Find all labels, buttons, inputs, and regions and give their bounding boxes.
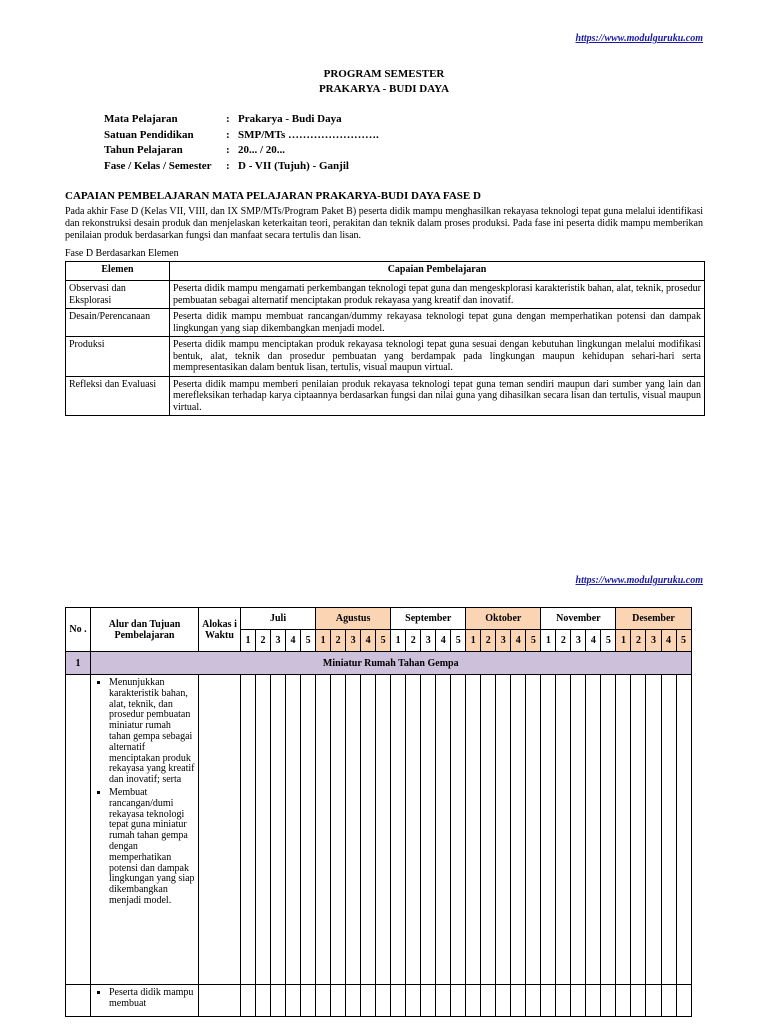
- col-alokasi: Alokas i Waktu: [199, 608, 241, 652]
- meta-value: 20... / 20...: [238, 144, 286, 156]
- week-header: 5: [301, 630, 316, 652]
- doc-subtitle: PRAKARYA - BUDI DAYA: [318, 83, 450, 95]
- week-header: 1: [466, 630, 481, 652]
- schedule-cell[interactable]: [556, 985, 571, 1017]
- schedule-cell[interactable]: [301, 675, 316, 985]
- schedule-cell[interactable]: [421, 675, 436, 985]
- objective-item: ▪ Peserta didik mampu membuat: [109, 988, 195, 1010]
- schedule-cell[interactable]: [199, 675, 241, 985]
- schedule-cell[interactable]: [361, 675, 376, 985]
- meta-value: SMP/MTs …………………….: [238, 128, 379, 141]
- meta-key: Satuan Pendidikan: [104, 128, 194, 141]
- week-header: 2: [481, 630, 496, 652]
- intro-paragraph: Pada akhir Fase D (Kelas VII, VIII, dan IX SMP/MTs/Program Paket B) peserta didik mampu menghasilkan rekayasa teknologi tepat guna melalui identifikasi dan rekonstruksi desain produk dan menjelaskan keterkaitan teori, perakitan dan teknik dalam proses produksi. Pada fase ini peserta didik mampu memberikan penilaian produk berdasarkan fungsi dan manfaat secara tertulis dan lisan.: [65, 206, 703, 241]
- section-heading: CAPAIAN PEMBELAJARAN MATA PELAJARAN PRAKARYA-BUDI DAYA FASE D: [65, 190, 481, 202]
- col-alur: Alur dan Tujuan Pembelajaran: [91, 608, 199, 652]
- schedule-cell[interactable]: [571, 675, 586, 985]
- row-no-cell: [66, 985, 91, 1017]
- month-header: Agustus: [316, 608, 391, 630]
- schedule-cell[interactable]: [406, 985, 421, 1017]
- schedule-cell[interactable]: [391, 675, 406, 985]
- schedule-cell[interactable]: [271, 985, 286, 1017]
- week-header: 5: [376, 630, 391, 652]
- schedule-cell[interactable]: [451, 985, 466, 1017]
- schedule-cell[interactable]: [526, 985, 541, 1017]
- objective-list-1: [91, 675, 199, 985]
- schedule-cell[interactable]: [676, 675, 691, 985]
- meta-key: Mata Pelajaran: [104, 113, 178, 125]
- schedule-cell[interactable]: [346, 985, 361, 1017]
- week-header: 2: [331, 630, 346, 652]
- schedule-cell[interactable]: [556, 675, 571, 985]
- schedule-cell[interactable]: [526, 675, 541, 985]
- meta-colon: :: [226, 113, 230, 125]
- schedule-cell[interactable]: [541, 985, 556, 1017]
- cp-header-capaian: Capaian Pembelajaran: [170, 262, 705, 281]
- meta-key: Tahun Pelajaran: [104, 144, 183, 156]
- cp-table: [65, 261, 705, 416]
- schedule-cell[interactable]: [616, 675, 631, 985]
- week-header: 4: [436, 630, 451, 652]
- week-header: 1: [541, 630, 556, 652]
- week-header: 5: [676, 630, 691, 652]
- week-header: 4: [511, 630, 526, 652]
- cp-row: [66, 281, 705, 309]
- cp-capaian: Peserta didik mampu mengamati perkembangan teknologi tepat guna dan mengeskplorasi karakteristik bahan, alat, teknik, prosedur pembuatan sebagai alternatif menciptakan produk rekayasa yang kreatif dan inovatif.: [170, 281, 705, 309]
- week-header: 4: [661, 630, 676, 652]
- schedule-cell[interactable]: [541, 675, 556, 985]
- week-header: 2: [631, 630, 646, 652]
- schedule-cell[interactable]: [481, 675, 496, 985]
- schedule-cell[interactable]: [601, 985, 616, 1017]
- schedule-cell[interactable]: [361, 985, 376, 1017]
- week-header: 4: [286, 630, 301, 652]
- schedule-cell[interactable]: [466, 985, 481, 1017]
- schedule-cell[interactable]: [661, 675, 676, 985]
- schedule-cell[interactable]: [436, 985, 451, 1017]
- schedule-cell[interactable]: [286, 675, 301, 985]
- schedule-cell[interactable]: [646, 985, 661, 1017]
- schedule-cell[interactable]: [286, 985, 301, 1017]
- month-header: Desember: [616, 608, 691, 630]
- row-no-cell: [66, 675, 91, 985]
- meta-colon: :: [226, 128, 230, 141]
- week-header: 3: [646, 630, 661, 652]
- week-header: 5: [601, 630, 616, 652]
- meta-row: [104, 159, 379, 175]
- schedule-cell[interactable]: [646, 675, 661, 985]
- meta-colon: :: [226, 144, 230, 156]
- schedule-cell[interactable]: [466, 675, 481, 985]
- schedule-cell[interactable]: [601, 675, 616, 985]
- schedule-cell[interactable]: [316, 675, 331, 985]
- subheading: Fase D Berdasarkan Elemen: [65, 248, 179, 259]
- schedule-cell[interactable]: [346, 675, 361, 985]
- week-header: 3: [496, 630, 511, 652]
- schedule-cell[interactable]: [676, 985, 691, 1017]
- cp-capaian: Peserta didik mampu membuat rancangan/dummy rekayasa teknologi tepat guna dengan memperhatikan potensi dan dampak lingkungan yang siap dikembangkan menjadi model.: [170, 309, 705, 337]
- meta-value: D - VII (Tujuh) - Ganjil: [238, 159, 349, 172]
- week-header: 3: [571, 630, 586, 652]
- section-title: Miniatur Rumah Tahan Gempa: [91, 652, 692, 675]
- schedule-cell[interactable]: [331, 675, 346, 985]
- schedule-cell[interactable]: [496, 985, 511, 1017]
- week-header: 3: [421, 630, 436, 652]
- week-header: 5: [526, 630, 541, 652]
- table-row: [66, 675, 692, 985]
- week-header: 3: [346, 630, 361, 652]
- month-header: Oktober: [466, 608, 541, 630]
- schedule-cell[interactable]: [451, 675, 466, 985]
- cp-elemen: Produksi: [66, 337, 170, 377]
- schedule-cell[interactable]: [616, 985, 631, 1017]
- schedule-cell[interactable]: [331, 985, 346, 1017]
- week-header: 3: [271, 630, 286, 652]
- month-header: September: [391, 608, 466, 630]
- cp-elemen: Refleksi dan Evaluasi: [66, 376, 170, 416]
- schedule-cell[interactable]: [376, 985, 391, 1017]
- schedule-cell[interactable]: [586, 985, 601, 1017]
- cp-row: [66, 376, 705, 416]
- meta-value: Prakarya - Budi Daya: [238, 113, 342, 125]
- meta-row: [104, 112, 379, 128]
- schedule-cell[interactable]: [316, 985, 331, 1017]
- week-header: 4: [586, 630, 601, 652]
- cp-elemen: Desain/Perencanaan: [66, 309, 170, 337]
- schedule-cell[interactable]: [271, 675, 286, 985]
- schedule-cell[interactable]: [511, 985, 526, 1017]
- schedule-cell[interactable]: [256, 675, 271, 985]
- objective-item: ▪ Menunjukkan karakteristik bahan, alat, teknik, dan prosedur pembuatan miniatur rumah tahan gempa sebagai alternatif menciptakan produk rekayasa yang kreatif dan inovatif; serta: [109, 678, 195, 786]
- week-header: 1: [391, 630, 406, 652]
- schedule-cell[interactable]: [481, 985, 496, 1017]
- schedule-cell[interactable]: [256, 985, 271, 1017]
- cp-row: [66, 309, 705, 337]
- schedule-cell[interactable]: [301, 985, 316, 1017]
- schedule-cell[interactable]: [436, 675, 451, 985]
- schedule-cell[interactable]: [241, 675, 256, 985]
- doc-title: PROGRAM SEMESTER: [323, 68, 445, 80]
- schedule-cell[interactable]: [421, 985, 436, 1017]
- meta-info: [104, 112, 379, 174]
- meta-key: Fase / Kelas / Semester: [104, 159, 212, 172]
- week-header: 4: [361, 630, 376, 652]
- schedule-cell[interactable]: [496, 675, 511, 985]
- schedule-cell[interactable]: [661, 985, 676, 1017]
- week-header: 1: [241, 630, 256, 652]
- cp-elemen: Observasi dan Eksplorasi: [66, 281, 170, 309]
- schedule-cell[interactable]: [631, 985, 646, 1017]
- schedule-cell[interactable]: [406, 675, 421, 985]
- schedule-cell[interactable]: [376, 675, 391, 985]
- month-header: November: [541, 608, 616, 630]
- schedule-cell[interactable]: [586, 675, 601, 985]
- schedule-cell[interactable]: [199, 985, 241, 1017]
- schedule-cell[interactable]: [241, 985, 256, 1017]
- month-header: Juli: [241, 608, 316, 630]
- schedule-cell[interactable]: [391, 985, 406, 1017]
- cp-row: [66, 337, 705, 377]
- objective-item: ▪ Membuat rancangan/dumi rekayasa teknologi tepat guna miniatur rumah tahan gempa dengan memperhatikan potensi dan dampak lingkungan yang siap dikembangkan menjadi model.: [109, 788, 195, 907]
- table-row: [66, 985, 692, 1017]
- week-header: 1: [616, 630, 631, 652]
- week-header: 2: [406, 630, 421, 652]
- cp-header-elemen: Elemen: [66, 262, 170, 281]
- objective-list-2: [91, 985, 199, 1017]
- schedule-table: [65, 607, 692, 1017]
- meta-row: [104, 143, 379, 159]
- schedule-cell[interactable]: [571, 985, 586, 1017]
- col-no: No .: [66, 608, 91, 652]
- header-url-link[interactable]: https://www.modulguruku.com: [575, 33, 703, 44]
- schedule-cell[interactable]: [631, 675, 646, 985]
- meta-row: [104, 128, 379, 144]
- week-header: 5: [451, 630, 466, 652]
- schedule-cell[interactable]: [511, 675, 526, 985]
- week-header: 2: [556, 630, 571, 652]
- meta-colon: :: [226, 159, 230, 172]
- cp-capaian: Peserta didik mampu memberi penilaian produk rekayasa teknologi tepat guna teman sendiri maupun dari sumber yang lain dan merefleksikan terhadap karya ciptaannya berdasarkan fungsi dan nilai guna yang dihasilkan secara lisan dan tertulis, visual maupun virtual.: [170, 376, 705, 416]
- cp-capaian: Peserta didik mampu menciptakan produk rekayasa teknologi tepat guna sesuai dengan kebutuhan lingkungan melalui modifikasi bentuk, alat, teknik dan prosedur pembuatan yang berdampak pada lingkungan maupun kehidupan sehari-hari serta mempresentasikan dalam bentuk lisan, tertulis, visual maupun virtual.: [170, 337, 705, 377]
- week-header: 2: [256, 630, 271, 652]
- week-header: 1: [316, 630, 331, 652]
- section-row: [66, 652, 692, 675]
- footer-url-link[interactable]: https://www.modulguruku.com: [575, 575, 703, 586]
- section-number: 1: [66, 652, 91, 675]
